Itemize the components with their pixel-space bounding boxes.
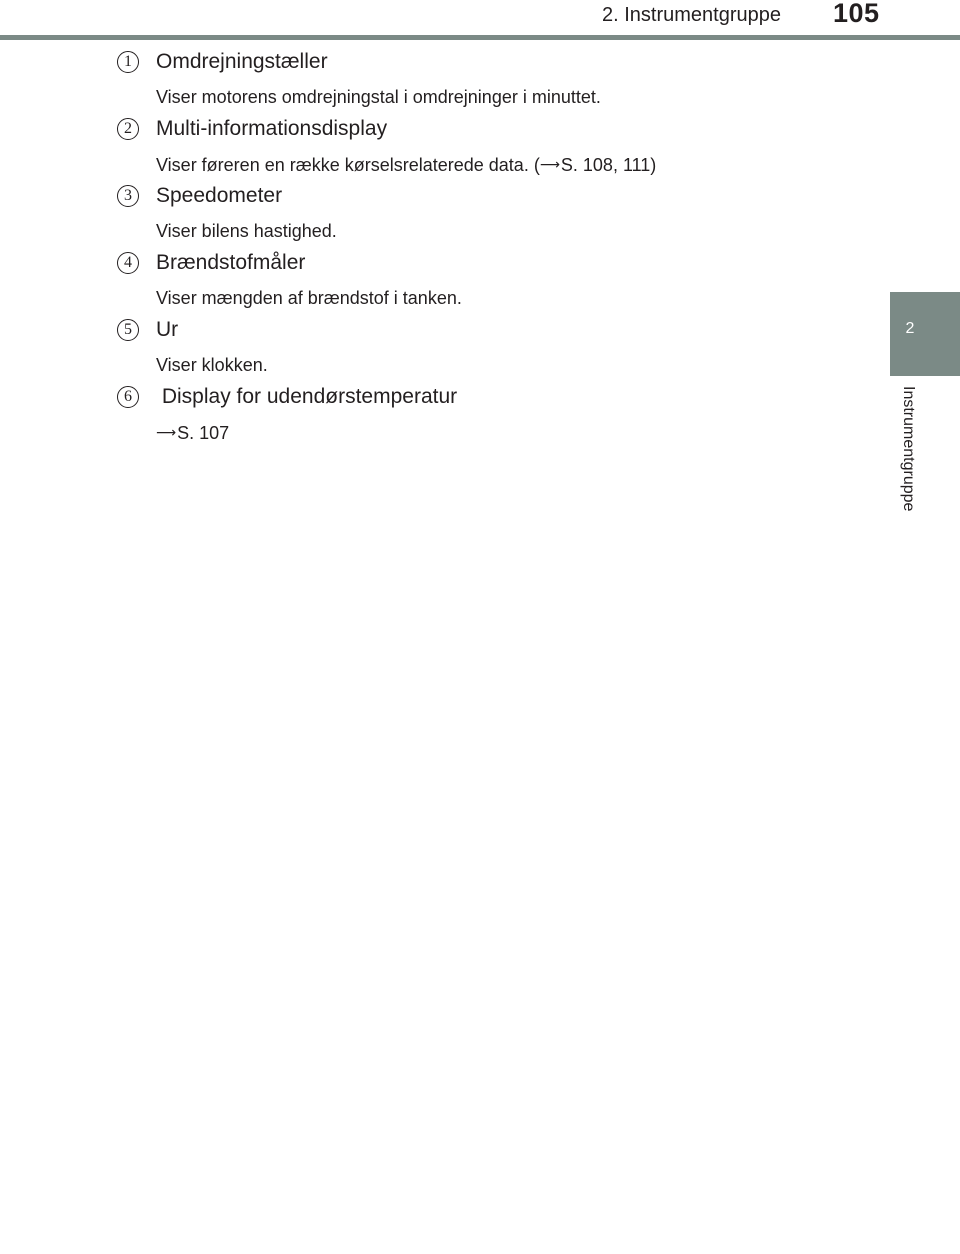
item-number-badge: 3 xyxy=(117,185,139,207)
item-description: Viser mængden af brændstof i tanken. xyxy=(156,288,462,308)
page-reference-link[interactable]: S. 107 xyxy=(177,423,230,443)
chapter-number: 2 xyxy=(905,320,915,337)
item-description: Viser motorens omdrejningstal i omdrejninger i minuttet. xyxy=(156,87,601,107)
item-description-text: Viser føreren en række kørselsrelaterede data. ( xyxy=(156,155,540,175)
item-title: Ur xyxy=(156,318,179,341)
item-description xyxy=(156,153,656,176)
section-title: 2. Instrumentgruppe xyxy=(602,4,781,26)
item-description: Viser bilens hastighed. xyxy=(156,221,337,241)
item-number-badge: 1 xyxy=(117,51,139,73)
item-number-badge: 6 xyxy=(117,386,139,408)
item-number-badge: 4 xyxy=(117,252,139,274)
arrow-right-icon: ⟶ xyxy=(539,156,560,172)
item-title: Display for udendørstemperatur xyxy=(156,385,458,408)
page-reference-link[interactable]: S. 108, 111) xyxy=(560,155,657,175)
item-description xyxy=(156,421,229,444)
item-number-badge: 2 xyxy=(117,118,139,140)
item-title: Omdrejningstæller xyxy=(156,50,328,73)
item-number-badge: 5 xyxy=(117,319,139,341)
item-title: Brændstofmåler xyxy=(156,251,306,274)
item-title: Multi-informationsdisplay xyxy=(156,117,388,140)
chapter-label: Instrumentgruppe xyxy=(900,386,917,512)
item-title: Speedometer xyxy=(156,184,283,207)
arrow-right-icon: ⟶ xyxy=(156,424,177,440)
page-number: 105 xyxy=(833,0,880,28)
item-description: Viser klokken. xyxy=(156,355,268,375)
header-divider xyxy=(0,35,960,40)
